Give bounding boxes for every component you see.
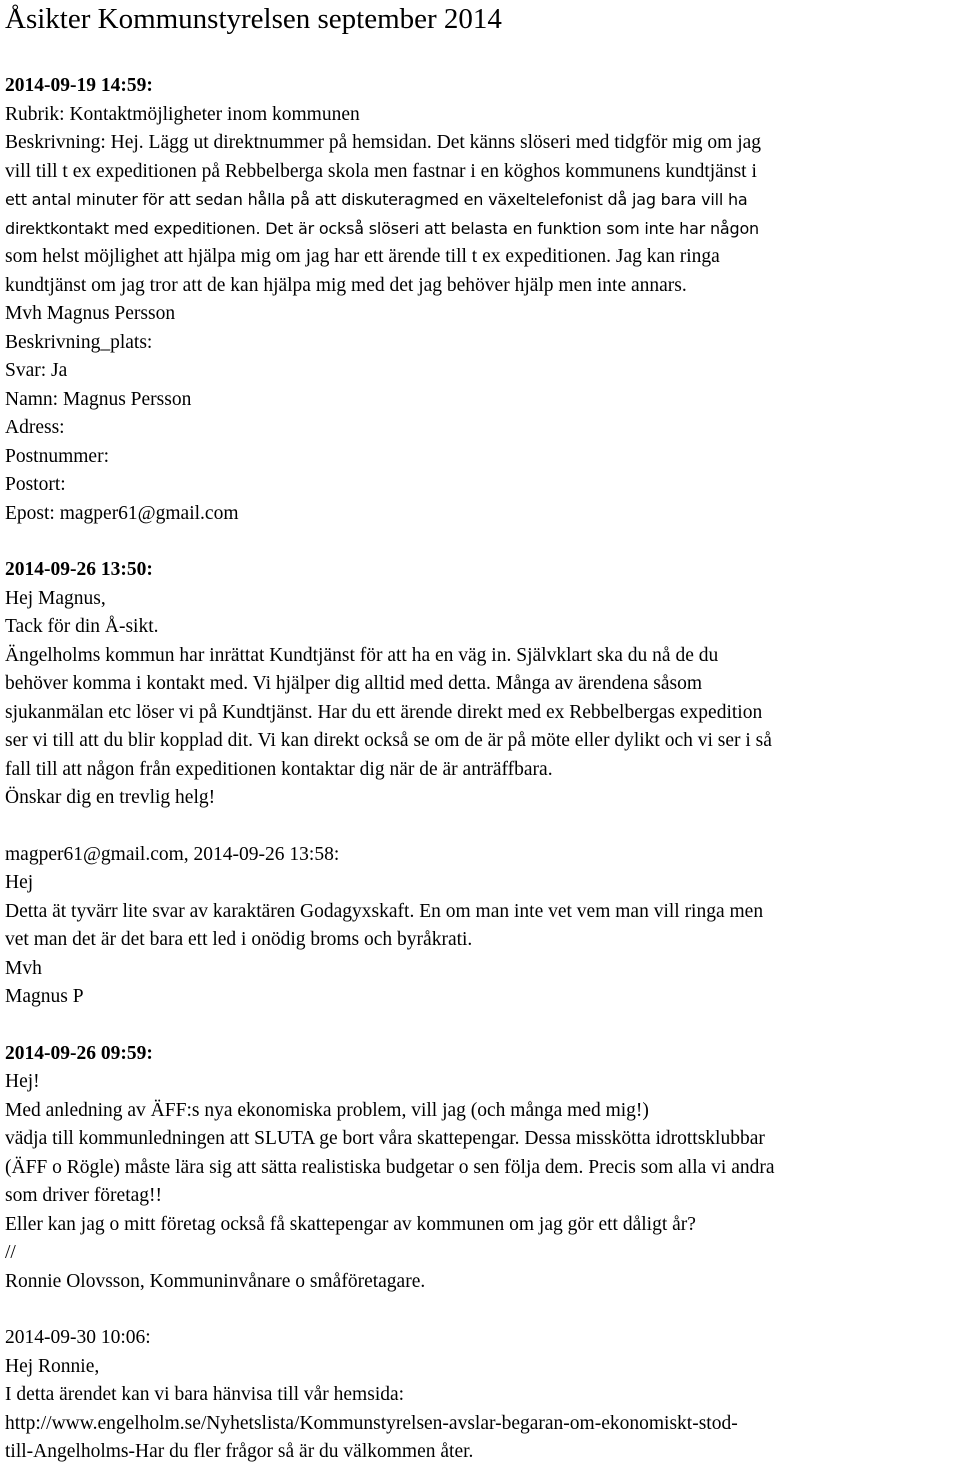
entry-line: vet man det är det bara ett led i onödig broms och byråkrati.: [5, 929, 473, 950]
entry-line: Med anledning av ÄFF:s nya ekonomiska problem, vill jag (och många med mig!): [5, 1099, 649, 1121]
entry-line: I detta ärendet kan vi bara hänvisa till vår hemsida:: [5, 1384, 405, 1405]
entry-line: Hej!: [5, 1071, 40, 1092]
entry-line: Namn: Magnus Persson: [5, 388, 192, 410]
entry-line: Ronnie Olovsson, Kommuninvånare o småföretagare.: [5, 1270, 426, 1292]
entry-heading: 2014-09-19 14:59:: [5, 75, 153, 96]
entry-2014-09-26-1358: [5, 841, 960, 1012]
entry-line: kundtjänst om jag tror att de kan hjälpa mig med det jag behöver hjälp men inte annars.: [5, 274, 687, 296]
entry-line: sjukanmälan etc löser vi på Kundtjänst. Har du ett ärende direkt med ex Rebbelbergas expedition: [5, 701, 763, 723]
entry-line: Magnus P: [5, 986, 84, 1007]
entry-line: Hej Ronnie,: [5, 1355, 100, 1377]
entry-heading: 2014-09-26 13:50:: [5, 559, 153, 580]
entry-line: Svar: Ja: [5, 360, 68, 381]
entry-2014-09-26-0959: [5, 1040, 960, 1297]
entry-line: Ängelholms kommun har inrättat Kundtjänst för att ha en väg in. Självklart ska du nå de du: [5, 644, 719, 666]
entry-line: som helst möjlighet att hjälpa mig om jag har ett ärende till t ex expeditionen. Jag kan ringa: [5, 246, 720, 267]
entry-link-line: till-Angelholms-Har du fler frågor så är du välkommen åter.: [5, 1441, 474, 1462]
entry-email: Epost: magper61@gmail.com: [5, 502, 239, 524]
entry-2014-09-30: [5, 1324, 960, 1467]
entry-line: Adress:: [5, 417, 65, 438]
entry-line: behöver komma i kontakt med. Vi hjälper dig alltid med detta. Många av ärendena såsom: [5, 673, 703, 694]
entry-heading: 2014-09-26 09:59:: [5, 1042, 153, 1064]
entry-line: Mvh: [5, 957, 42, 979]
entry-2014-09-26-1350: [5, 556, 960, 813]
entry-line: //: [5, 1242, 16, 1263]
entry-line: vädja till kommunledningen att SLUTA ge bort våra skattepengar. Dessa misskötta idrottsklubbar: [5, 1128, 765, 1149]
entry-line: fall till att någon från expeditionen kontaktar dig när de är anträffbara.: [5, 758, 553, 780]
document-page: [0, 3, 960, 1477]
entry-line: Postnummer:: [5, 445, 110, 467]
entry-line: direktkontakt med expeditionen. Det är också slöseri att belasta en funktion som inte har någon: [5, 218, 759, 238]
entry-heading: magper61@gmail.com, 2014-09-26 13:58:: [5, 843, 340, 865]
entry-2014-09-19: [5, 72, 960, 528]
entry-line: ett antal minuter för att sedan hålla på att diskuteragmed en växeltelefonist då jag bara vill ha: [5, 190, 748, 209]
entry-line: Beskrivning: Hej. Lägg ut direktnummer på hemsidan. Det känns slöseri med tidgför mig om jag: [5, 132, 762, 153]
entry-line: Beskrivning_plats:: [5, 331, 153, 353]
entry-line: Mvh Magnus Persson: [5, 303, 176, 324]
entry-line: (ÄFF o Rögle) måste lära sig att sätta realistiska budgetar o sen följa dem. Precis som alla vi andra: [5, 1156, 775, 1178]
entry-heading: 2014-09-30 10:06:: [5, 1327, 151, 1348]
entry-line: Önskar dig en trevlig helg!: [5, 787, 216, 808]
entry-line: Postort:: [5, 474, 66, 495]
entry-line: ser vi till att du blir kopplad dit. Vi kan direkt också se om de är på möte eller dylikt och vi ser i så: [5, 730, 772, 751]
document-title: Åsikter Kommunstyrelsen september 2014: [5, 3, 502, 35]
entry-line: vill till t ex expeditionen på Rebbelberga skola men fastnar i en köghos kommunens kundtjänst i: [5, 160, 757, 182]
entry-line: Hej: [5, 872, 34, 893]
entry-line: Tack för din Å-sikt.: [5, 616, 159, 637]
entry-link-line: http://www.engelholm.se/Nyhetslista/Kommunstyrelsen-avslar-begaran-om-ekonomiskt-stod-: [5, 1412, 738, 1434]
entry-line: som driver företag!!: [5, 1185, 163, 1206]
entry-line: Detta ät tyvärr lite svar av karaktären Godagyxskaft. En om man inte vet vem man vill ringa men: [5, 900, 764, 922]
entry-line: Rubrik: Kontaktmöjligheter inom kommunen: [5, 103, 360, 125]
entry-line: Hej Magnus,: [5, 587, 106, 609]
entry-line: Eller kan jag o mitt företag också få skattepengar av kommunen om jag gör ett dåligt år?: [5, 1213, 696, 1235]
